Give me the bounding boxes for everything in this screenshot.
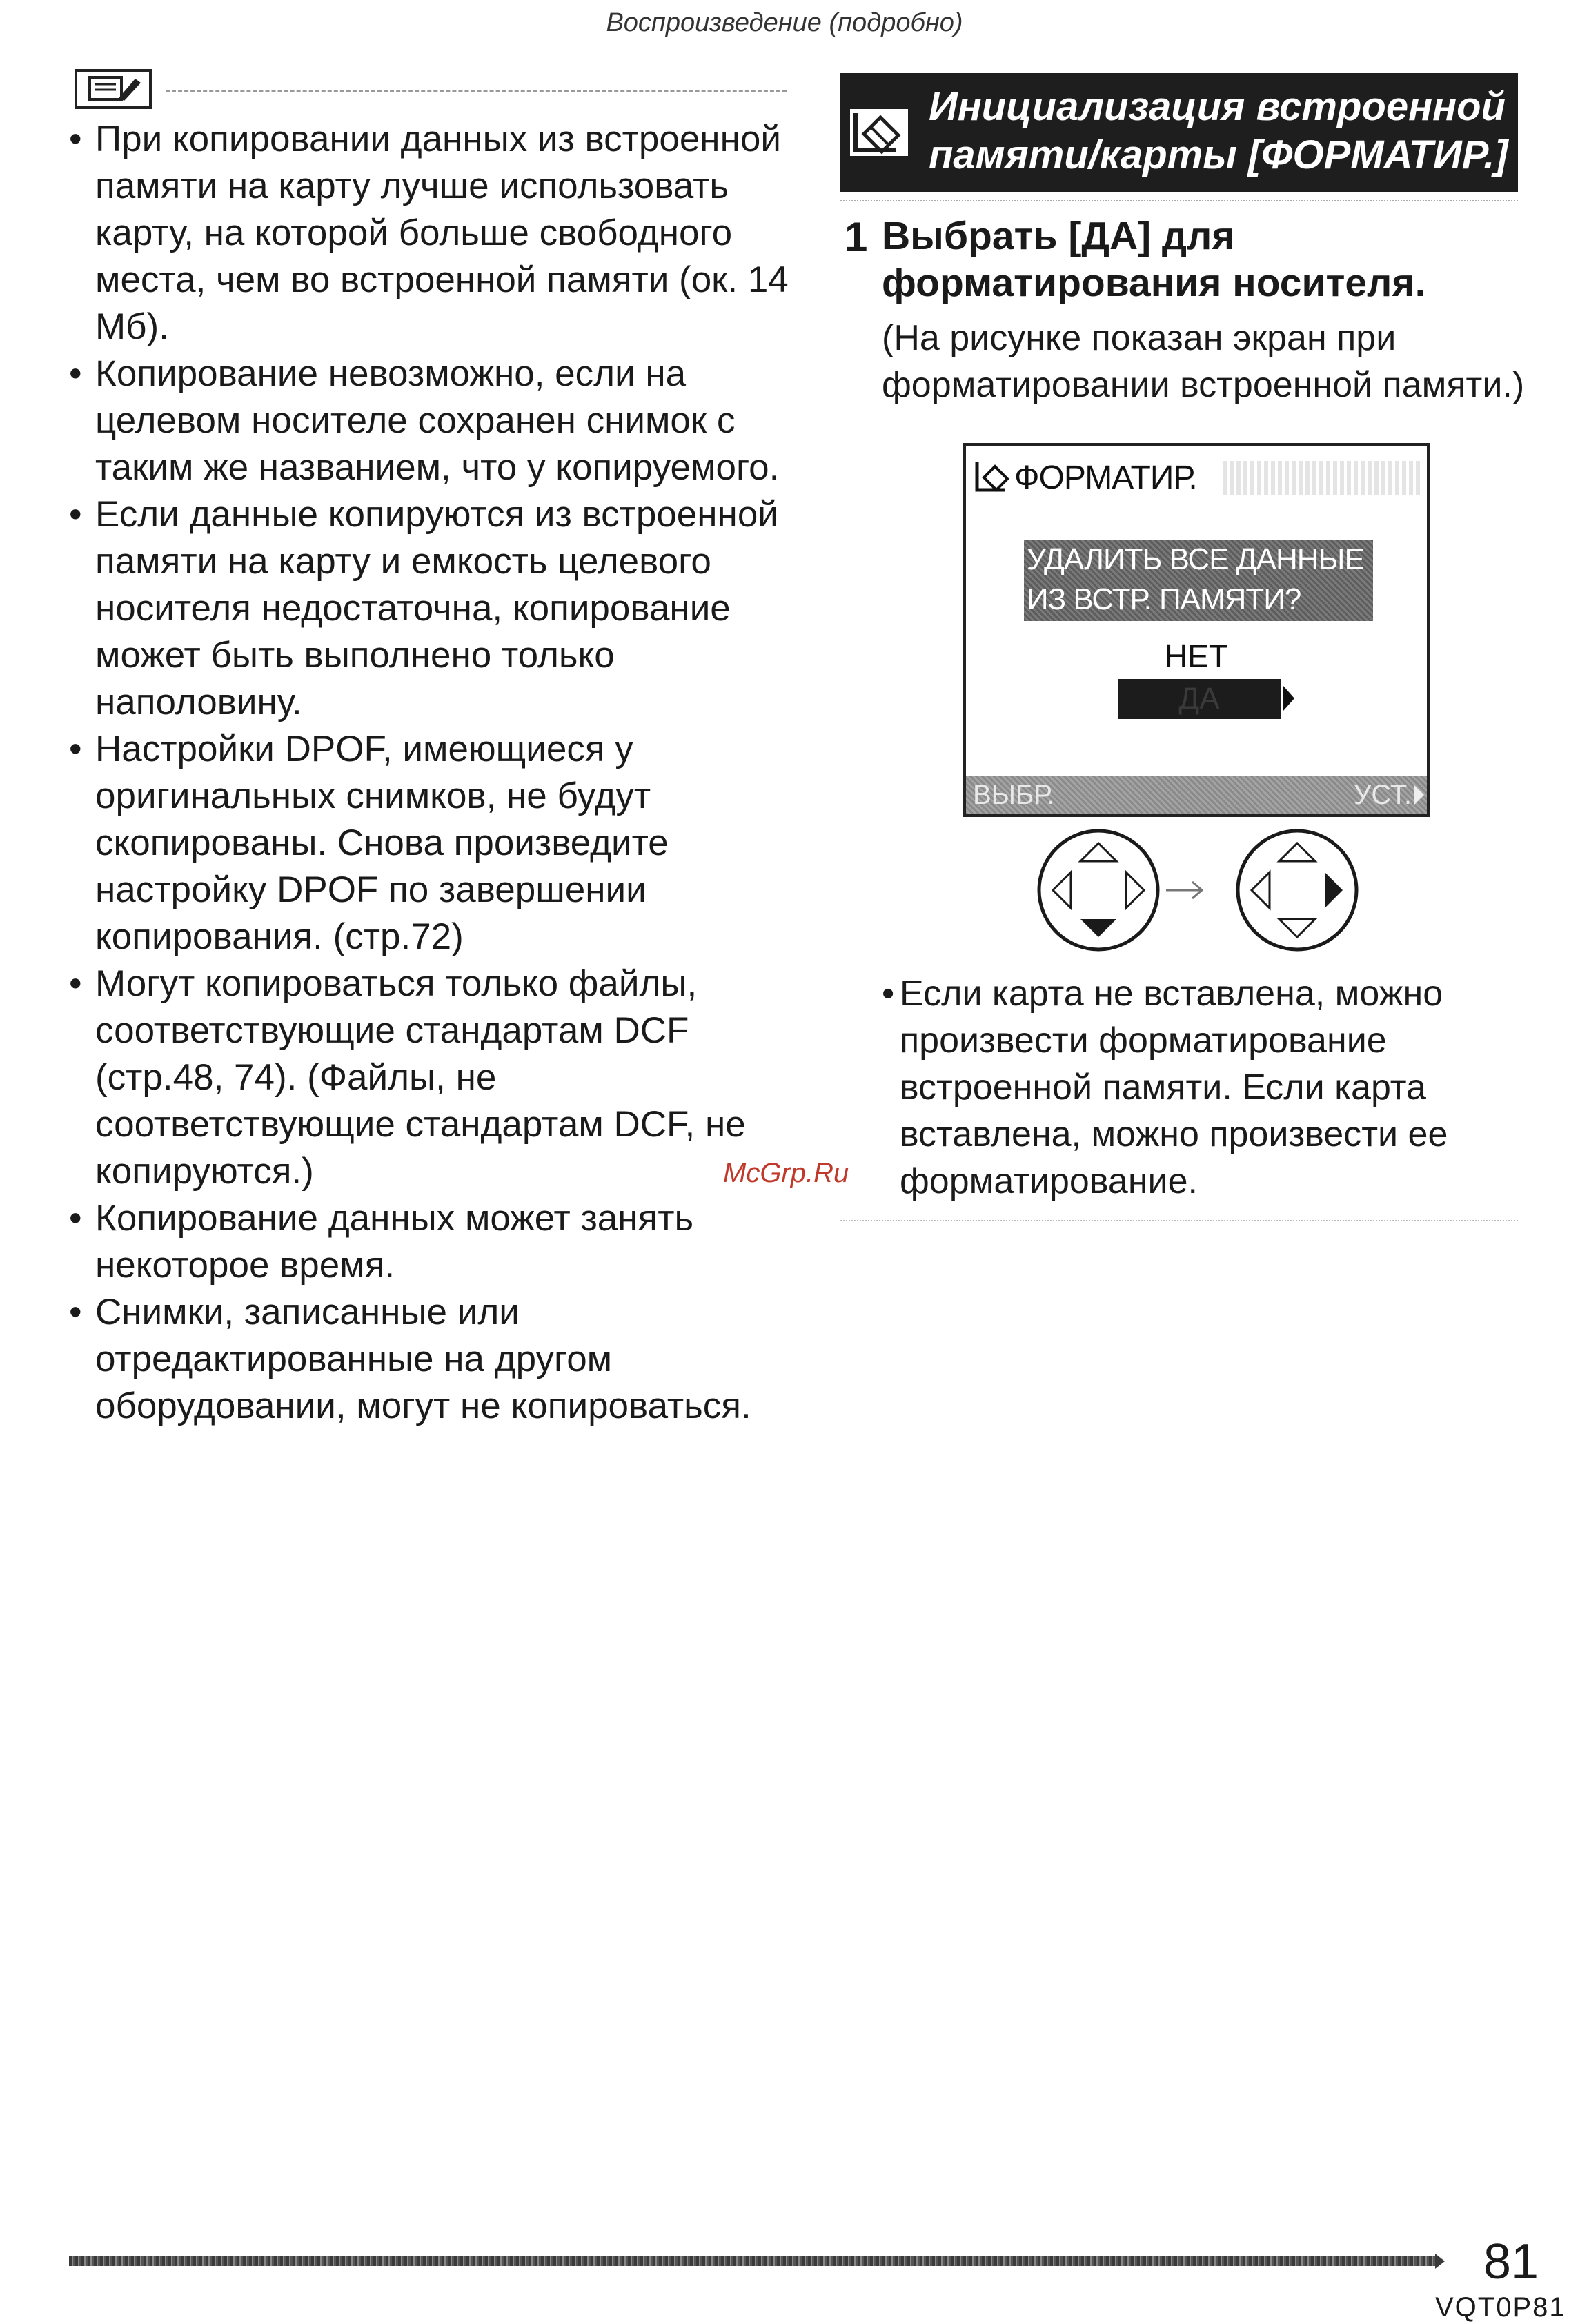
page-number: 81 — [1483, 2234, 1539, 2289]
screen-title: ФОРМАТИР. — [1014, 460, 1197, 496]
note-item: • Если карта не вставлена, можно произвести форматирование встроенной памяти. Если карта вставлена, можно произвести ее форматирование. — [882, 970, 1530, 1205]
select-arrow-icon — [1283, 686, 1294, 711]
format-icon — [847, 106, 911, 159]
note-item: • Настройки DPOF, имеющиеся у оригинальных снимков, не будут скопированы. Снова произведите настройку DPOF по завершении копирования. (стр.72) — [69, 726, 800, 961]
footer-select-label: ВЫБР. — [973, 780, 1055, 810]
camera-screen — [963, 443, 1430, 817]
note-item: • При копировании данных из встроенной памяти на карту лучше использовать карту, на которой больше свободного места, чем во встроенной памяти (ок. 14 Мб). — [69, 116, 800, 351]
dpad-down-icon — [1039, 831, 1158, 949]
message-line: ИЗ ВСТР. ПАМЯТИ? — [1027, 582, 1301, 616]
notes-list — [69, 116, 800, 1430]
note-item: • Могут копироваться только файлы, соответствующие стандартам DCF (стр.48, 74). (Файлы, не соответствующие стандартам DCF, не копируются.) — [69, 961, 800, 1195]
watermark: McGrp.Ru — [723, 1158, 849, 1188]
section-header — [840, 73, 1518, 192]
note-item: • Снимки, записанные или отредактированные на другом оборудовании, могут не копироваться. — [69, 1289, 800, 1430]
right-arrow-icon — [1414, 785, 1424, 805]
screen-footer — [966, 776, 1427, 814]
note-icon — [75, 69, 152, 109]
message-line: УДАЛИТЬ ВСЕ ДАННЫЕ — [1027, 542, 1364, 576]
screen-title-background — [1223, 461, 1423, 495]
screen-confirm-message — [1024, 540, 1373, 621]
dpad-right-icon — [1238, 831, 1356, 949]
footer-set-label: УСТ. — [1353, 780, 1412, 810]
step-title: Выбрать [ДА] для форматирования носителя. — [882, 214, 1426, 305]
page-header-title: Воспроизведение (подробно) — [606, 8, 963, 37]
format-icon — [974, 460, 1013, 493]
section-end-divider — [840, 1220, 1518, 1221]
section-divider — [840, 200, 1518, 201]
option-no[interactable]: НЕТ — [1165, 638, 1228, 674]
note-divider — [166, 90, 787, 92]
screen-title-row — [974, 454, 1423, 498]
footer-bar — [69, 2256, 1435, 2266]
document-code: VQT0P81 — [1435, 2292, 1566, 2323]
section-title: Инициализация встроенной памяти/карты [ФОРМАТИР.] — [929, 84, 1508, 177]
note-item: • Копирование невозможно, если на целевом носителе сохранен снимок с таким же названием, что у копируемого. — [69, 351, 800, 491]
note-item: • Копирование данных может занять некоторое время. — [69, 1195, 800, 1289]
step-subtitle: (На рисунке показан экран при форматировании встроенной памяти.) — [882, 318, 1525, 405]
option-yes[interactable]: ДА — [1118, 679, 1281, 719]
step-number: 1 — [845, 214, 868, 260]
dpad-illustration — [1035, 825, 1366, 955]
arrow-right-icon — [1166, 882, 1202, 898]
note-item: • Если данные копируются из встроенной памяти на карту и емкость целевого носителя недостаточна, копирование может быть выполнено только наполовину. — [69, 491, 800, 726]
format-note — [882, 970, 1530, 1205]
